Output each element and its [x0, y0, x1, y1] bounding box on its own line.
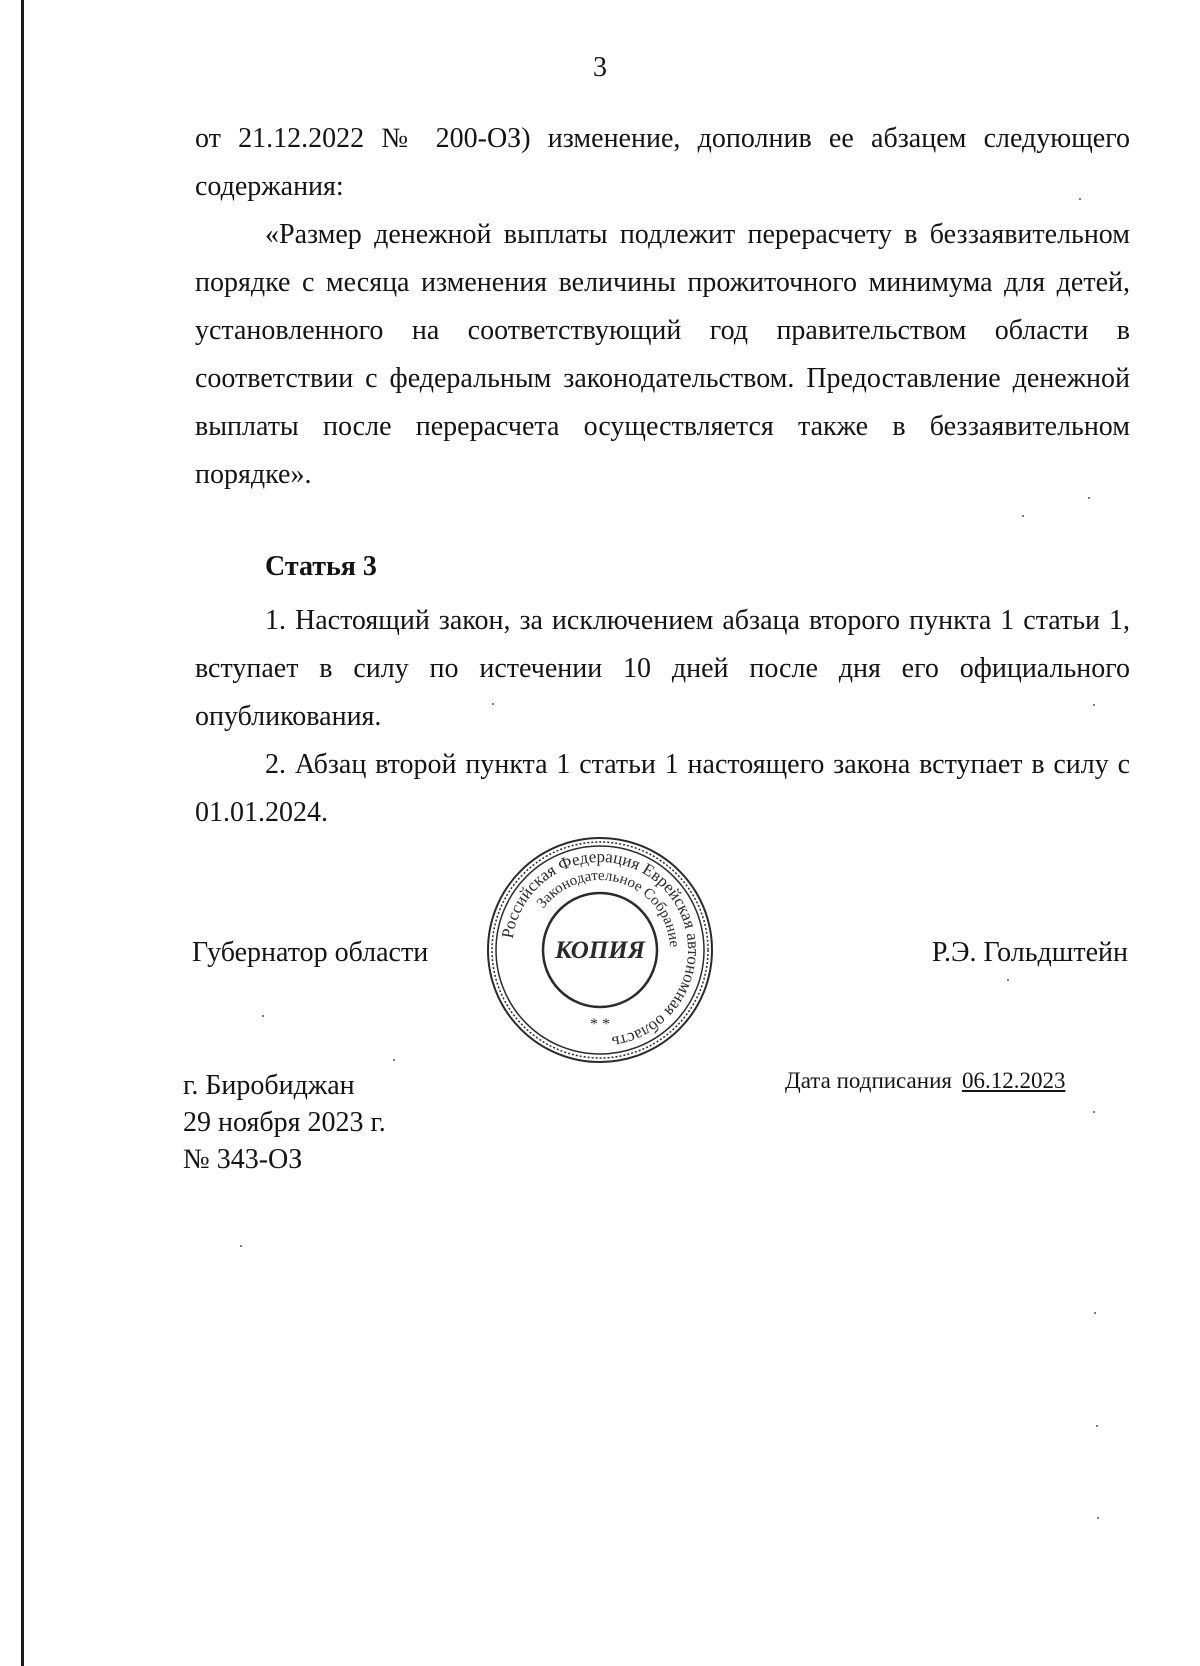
scan-speck [492, 703, 494, 705]
signatory-name: Р.Э. Гольдштейн [931, 937, 1128, 968]
scan-speck [1094, 1312, 1096, 1314]
scan-speck [240, 1245, 242, 1247]
scan-speck [1093, 704, 1095, 706]
intro-paragraph: от 21.12.2022 № 200-ОЗ) изменение, дополнив ее абзацем следующего содержания: [195, 123, 1130, 202]
law-number: № 343-ОЗ [183, 1144, 303, 1175]
scan-speck [1097, 1517, 1099, 1519]
official-seal [485, 835, 715, 1065]
seal-center-text: КОПИЯ [555, 937, 645, 964]
article-clause-2: 2. Абзац второй пункта 1 статьи 1 настоящего закона вступает в силу с 01.01.2024. [195, 749, 1130, 828]
scan-speck [1093, 1111, 1095, 1113]
article-heading: Статья 3 [265, 551, 377, 582]
seal-outer-text: Российская Федерация Еврейская автономная область [497, 846, 704, 1053]
scan-speck [262, 1015, 264, 1017]
scan-speck [1022, 515, 1024, 517]
seal-stars: * * [590, 1016, 610, 1033]
document-details [183, 1067, 386, 1178]
scan-speck [1088, 497, 1090, 499]
scan-speck [1079, 198, 1081, 200]
scan-speck [393, 1059, 395, 1061]
page-number: 3 [593, 52, 607, 83]
scan-speck [1096, 1425, 1098, 1427]
scan-speck [1007, 979, 1009, 981]
signatory-position: Губернатор области [192, 937, 429, 968]
adoption-date: 29 ноября 2023 г. [183, 1107, 386, 1138]
seal-inner-text: Законодательное Собрание [533, 867, 682, 948]
article-clause-1: 1. Настоящий закон, за исключением абзаца второго пункта 1 статьи 1, вступает в силу по истечении 10 дней после дня его официального опубликования. [195, 605, 1130, 732]
scan-edge-line [21, 0, 24, 1666]
signing-date-line [785, 1068, 1065, 1094]
signing-date-label: Дата подписания [785, 1068, 952, 1093]
quote-paragraph: «Размер денежной выплаты подлежит перерасчету в беззаявительном порядке с месяца изменения величины прожиточного минимума для детей, установленного на соответствующий год правительством области в соответствии с федеральным законодательством. Предоставление денежной выплаты после перерасчета осуществляется также в беззаявительном порядке». [195, 219, 1130, 490]
signing-date-value: 06.12.2023 [961, 1068, 1066, 1093]
city: г. Биробиджан [183, 1070, 355, 1101]
